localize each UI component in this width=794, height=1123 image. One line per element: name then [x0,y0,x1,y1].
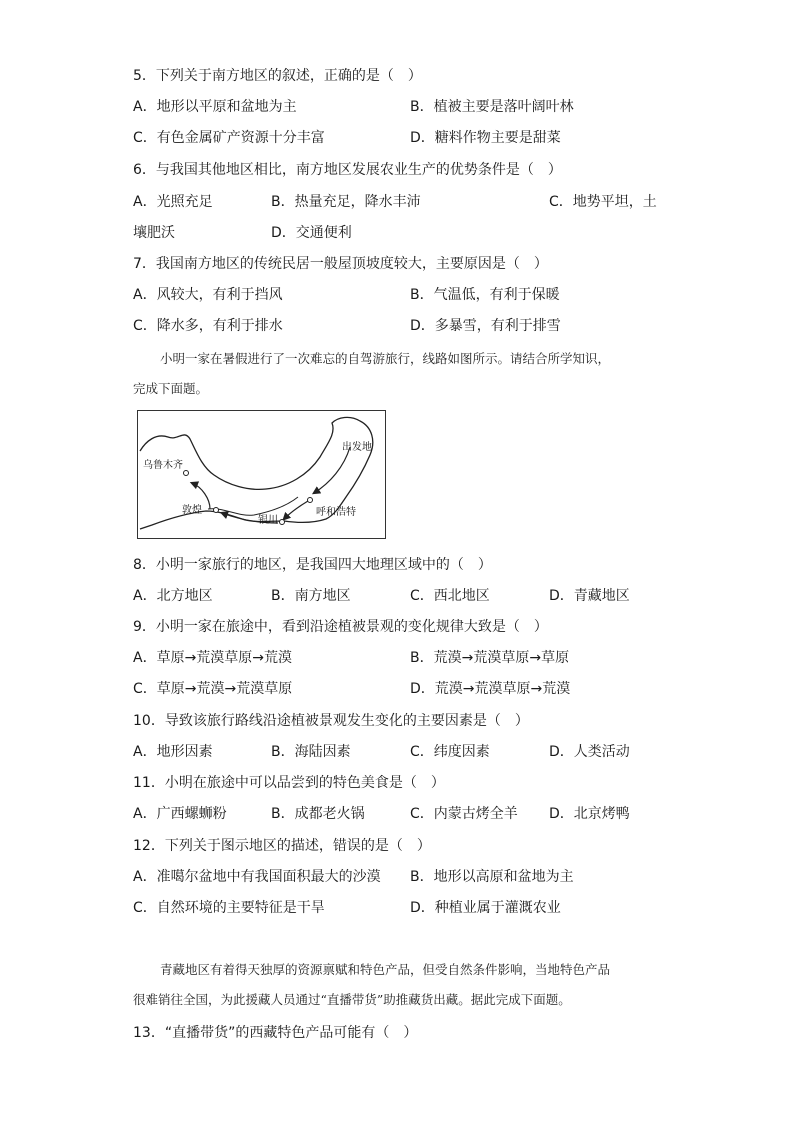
q7-option-b[interactable]: B．气温低，有利于保暖 [410,287,560,303]
label-urumqi: 乌鲁木齐 [143,460,183,471]
q12-option-a[interactable]: A．准噶尔盆地中有我国面积最大的沙漠 [133,869,381,885]
q5-option-c[interactable]: C．有色金属矿产资源十分丰富 [133,130,325,146]
q5-option-b[interactable]: B．植被主要是落叶阔叶林 [410,99,574,115]
q12-option-b[interactable]: B．地形以高原和盆地为主 [410,869,574,885]
q9-option-b[interactable]: B．荒漠→荒漠草原→草原 [410,650,570,666]
city-urumqi-marker [184,471,189,476]
question-9-stem: 9．小明一家在旅途中，看到沿途植被景观的变化规律大致是（ ） [133,619,548,635]
label-start: 出发地 [342,442,372,453]
q9-option-d[interactable]: D．荒漠→荒漠草原→荒漠 [410,681,571,697]
q8-option-b[interactable]: B．南方地区 [271,588,351,604]
q6-option-a[interactable]: A．光照充足 [133,194,213,210]
route-map [137,410,386,539]
label-dunhuang: 敦煌 [182,505,202,516]
q5-option-d[interactable]: D．糖料作物主要是甜菜 [410,130,561,146]
label-hohhot: 呼和浩特 [316,507,356,518]
q11-option-b[interactable]: B．成都老火锅 [271,806,365,822]
q7-option-d[interactable]: D．多暴雪，有利于排雪 [410,318,561,334]
question-8-stem: 8．小明一家旅行的地区，是我国四大地理区域中的（ ） [133,557,492,573]
q10-option-d[interactable]: D．人类活动 [549,744,630,760]
question-13-stem: 13．“直播带货”的西藏特色产品可能有（ ） [133,1025,418,1041]
question-5-stem: 5．下列关于南方地区的叙述，正确的是（ ） [133,68,422,84]
q10-option-c[interactable]: C．纬度因素 [410,744,490,760]
q11-option-a[interactable]: A．广西螺蛳粉 [133,806,227,822]
label-yinchuan: 银川 [258,515,278,526]
q12-option-c[interactable]: C．自然环境的主要特征是干旱 [133,900,325,916]
q8-option-d[interactable]: D．青藏地区 [549,588,630,604]
q11-option-d[interactable]: D．北京烤鸭 [549,806,630,822]
q6-option-c[interactable]: C．地势平坦，土 [549,194,657,210]
trip-passage-line-2: 完成下面题。 [133,381,209,396]
q10-option-a[interactable]: A．地形因素 [133,744,213,760]
tibet-passage-line-2: 很难销往全国，为此援藏人员通过“直播带货”助推藏货出藏。据此完成下面题。 [133,992,571,1007]
q8-option-a[interactable]: A．北方地区 [133,588,213,604]
question-7-stem: 7．我国南方地区的传统民居一般屋顶坡度较大，主要原因是（ ） [133,256,548,272]
q12-option-d[interactable]: D．种植业属于灌溉农业 [410,900,561,916]
q9-option-a[interactable]: A．草原→荒漠草原→荒漠 [133,650,293,666]
question-6-stem: 6．与我国其他地区相比，南方地区发展农业生产的优势条件是（ ） [133,162,562,178]
question-11-stem: 11．小明在旅途中可以品尝到的特色美食是（ ） [133,775,445,791]
city-yinchuan-marker [280,520,285,525]
q6-option-c-wrap: 壤肥沃 [133,225,175,241]
q8-option-c[interactable]: C．西北地区 [410,588,490,604]
route-line [314,447,350,493]
city-hohhot-marker [308,498,313,503]
q7-option-a[interactable]: A．风较大，有利于挡风 [133,287,283,303]
q5-option-a[interactable]: A．地形以平原和盆地为主 [133,99,297,115]
q7-option-c[interactable]: C．降水多，有利于排水 [133,318,283,334]
question-10-stem: 10．导致该旅行路线沿途植被景观发生变化的主要因素是（ ） [133,713,529,729]
q6-option-d[interactable]: D．交通便利 [271,225,352,241]
q10-option-b[interactable]: B．海陆因素 [271,744,351,760]
trip-passage-line-1: 小明一家在暑假进行了一次难忘的自驾游旅行，线路如图所示。请结合所学知识， [160,351,611,366]
q11-option-c[interactable]: C．内蒙古烤全羊 [410,806,518,822]
tibet-passage-line-1: 青藏地区有着得天独厚的资源禀赋和特色产品，但受自然条件影响，当地特色产品 [160,962,611,977]
city-dunhuang-marker [214,508,219,513]
question-12-stem: 12．下列关于图示地区的描述，错误的是（ ） [133,838,431,854]
q6-option-b[interactable]: B．热量充足，降水丰沛 [271,194,421,210]
q9-option-c[interactable]: C．草原→荒漠→荒漠草原 [133,681,293,697]
